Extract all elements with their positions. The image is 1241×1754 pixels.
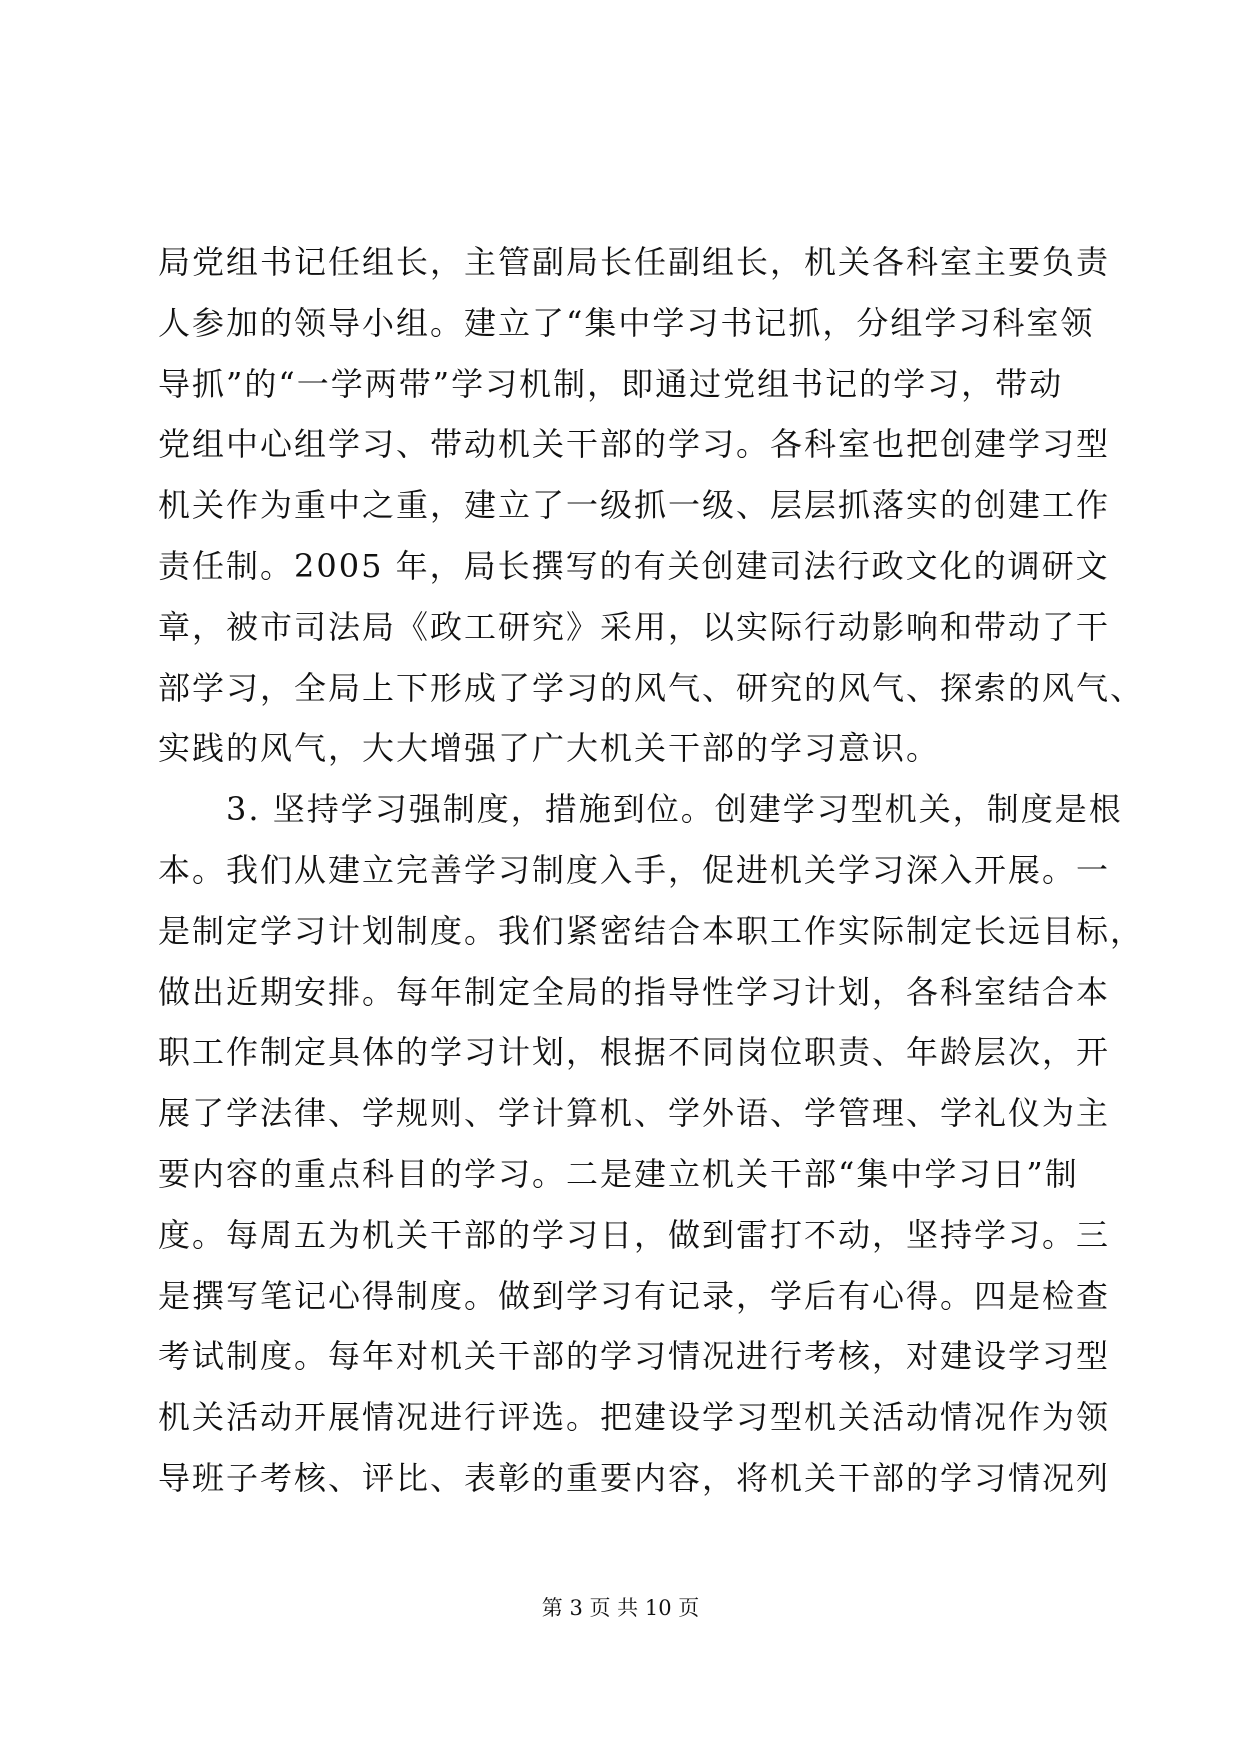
text-line: 实践的风气，大大增强了广大机关干部的学习意识。 [158,729,941,768]
text-line: 度。每周五为机关干部的学习日，做到雷打不动，坚持学习。三 [158,1215,1111,1254]
text-line: 局党组书记任组长，主管副局长任副组长，机关各科室主要负责 [158,243,1111,281]
text-line: 是撰写笔记心得制度。做到学习有记录，学后有心得。四是检查 [158,1276,1111,1315]
page-body [158,232,1145,1509]
text-line: 章，被市司法局《政工研究》采用，以实际行动影响和带动了干 [158,607,1111,646]
text-line: 展了学法律、学规则、学计算机、学外语、学管理、学礼仪为主 [158,1094,1111,1133]
text-line: 要内容的重点科目的学习。二是建立机关干部“集中学习日”制 [158,1154,1079,1193]
text-line: 机关活动开展情况进行评选。把建设学习型机关活动情况作为领 [158,1398,1111,1437]
paragraph-start-line: 3. 坚持学习强制度，措施到位。创建学习型机关，制度是根 [158,790,1123,829]
text-line: 考试制度。每年对机关干部的学习情况进行考核，对建设学习型 [158,1337,1111,1376]
text-line: 做出近期安排。每年制定全局的指导性学习计划，各科室结合本 [158,972,1111,1011]
text-line: 人参加的领导小组。建立了“集中学习书记抓，分组学习科室领 [158,303,1095,342]
text-line: 机关作为重中之重，建立了一级抓一级、层层抓落实的创建工作 [158,486,1111,525]
text-line: 导抓”的“一学两带”学习机制，即通过党组书记的学习，带动 [158,364,1064,403]
text-line: 导班子考核、评比、表彰的重要内容，将机关干部的学习情况列 [158,1458,1111,1497]
text-line: 是制定学习计划制度。我们紧密结合本职工作实际制定长远目标， [158,911,1145,950]
page-footer: 第 3 页 共 10 页 [541,1596,700,1620]
text-line: 责任制。2005 年，局长撰写的有关创建司法行政文化的调研文 [158,546,1110,585]
text-line: 本。我们从建立完善学习制度入手，促进机关学习深入开展。一 [158,850,1111,889]
text-line: 部学习，全局上下形成了学习的风气、研究的风气、探索的风气、 [158,668,1145,707]
text-line: 职工作制定具体的学习计划，根据不同岗位职责、年龄层次，开 [158,1033,1111,1072]
text-line: 党组中心组学习、带动机关干部的学习。各科室也把创建学习型 [158,425,1111,464]
